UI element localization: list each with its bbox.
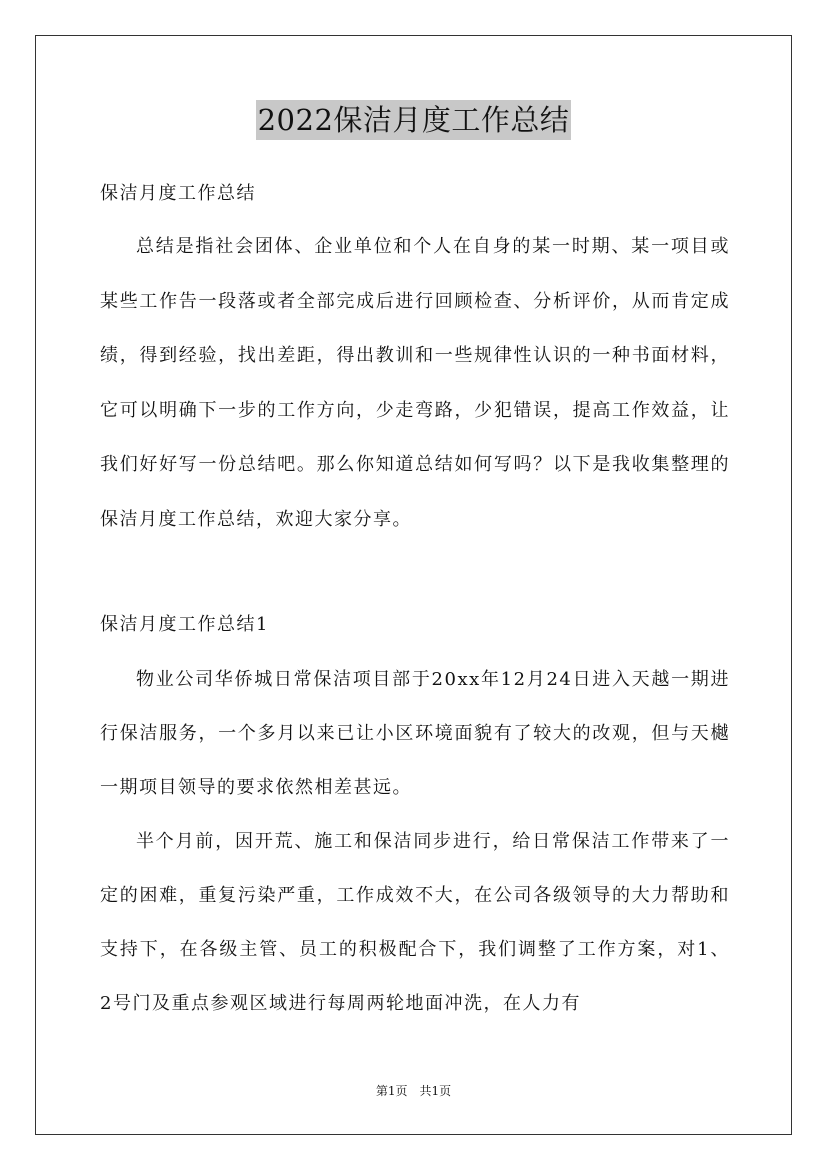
title-container bbox=[0, 100, 827, 140]
document-title: 2022保洁月度工作总结 bbox=[256, 100, 572, 140]
section1-paragraph-1: 物业公司华侨城日常保洁项目部于20xx年12月24日进入天越一期进行保洁服务，一个多月以来已让小区环境面貌有了较大的改观，但与天樾一期项目领导的要求依然相差甚远。 bbox=[100, 669, 730, 798]
page-total: 共1页 bbox=[419, 1084, 452, 1098]
section1-heading: 保洁月度工作总结1 bbox=[100, 614, 269, 635]
page-footer bbox=[0, 1083, 827, 1099]
page-number: 第1页 bbox=[375, 1084, 408, 1098]
section1-paragraph-2: 半个月前，因开荒、施工和保洁同步进行，给日常保洁工作带来了一定的困难，重复污染严重，工作成效不大，在公司各级领导的大力帮助和支持下，在各级主管、员工的积极配合下，我们调整了工作方案，对1、2号门及重点参观区域进行每周两轮地面冲洗，在人力有 bbox=[100, 831, 730, 1014]
intro-paragraph: 总结是指社会团体、企业单位和个人在自身的某一时期、某一项目或某些工作告一段落或者全部完成后进行回顾检查、分析评价，从而肯定成绩，得到经验，找出差距，得出教训和一些规律性认识的一种书面材料，它可以明确下一步的工作方向，少走弯路，少犯错误，提高工作效益，让我们好好写一份总结吧。那么你知道总结如何写吗？以下是我收集整理的保洁月度工作总结，欢迎大家分享。 bbox=[100, 236, 730, 530]
intro-heading: 保洁月度工作总结 bbox=[100, 183, 256, 204]
section-spacer bbox=[100, 547, 730, 597]
document-body bbox=[100, 168, 730, 1031]
